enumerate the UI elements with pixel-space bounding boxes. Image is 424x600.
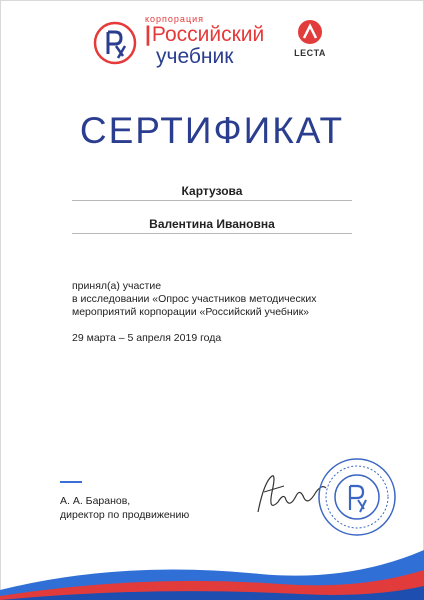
- lecta-wordmark: LECTA: [294, 48, 326, 58]
- recipient-surname: Картузова: [181, 184, 243, 198]
- ru-logo-icon: [92, 20, 138, 66]
- lecta-logo: [292, 18, 328, 70]
- recipient-given-names: Валентина Ивановна: [149, 217, 275, 231]
- participation-line3: мероприятий корпорации «Российский учебник»: [72, 306, 310, 318]
- signatory-name: А. А. Баранов,: [60, 495, 131, 507]
- given-names-underline: [72, 233, 352, 234]
- lecta-emblem-icon: [292, 18, 328, 48]
- certificate-title: СЕРТИФИКАТ: [79, 110, 345, 151]
- official-seal-icon: [316, 456, 398, 538]
- brand-name-line1: |Российский: [145, 23, 265, 46]
- signatory-position: директор по продвижению: [60, 509, 190, 521]
- event-dates: 29 марта – 5 апреля 2019 года: [72, 332, 222, 344]
- corporation-label: корпорация: [145, 14, 204, 24]
- surname-underline: [72, 200, 352, 201]
- signatory-accent-line: [60, 481, 82, 483]
- signatory-block: [60, 494, 189, 522]
- participation-text: [72, 280, 372, 319]
- decorative-waves: [0, 540, 424, 600]
- participation-line1: принял(а) участие: [72, 280, 162, 292]
- brand-name-text1: Российский: [151, 23, 265, 46]
- brand-name-line2: учебник: [156, 45, 234, 68]
- participation-line2: в исследовании «Опрос участников методических: [72, 293, 317, 305]
